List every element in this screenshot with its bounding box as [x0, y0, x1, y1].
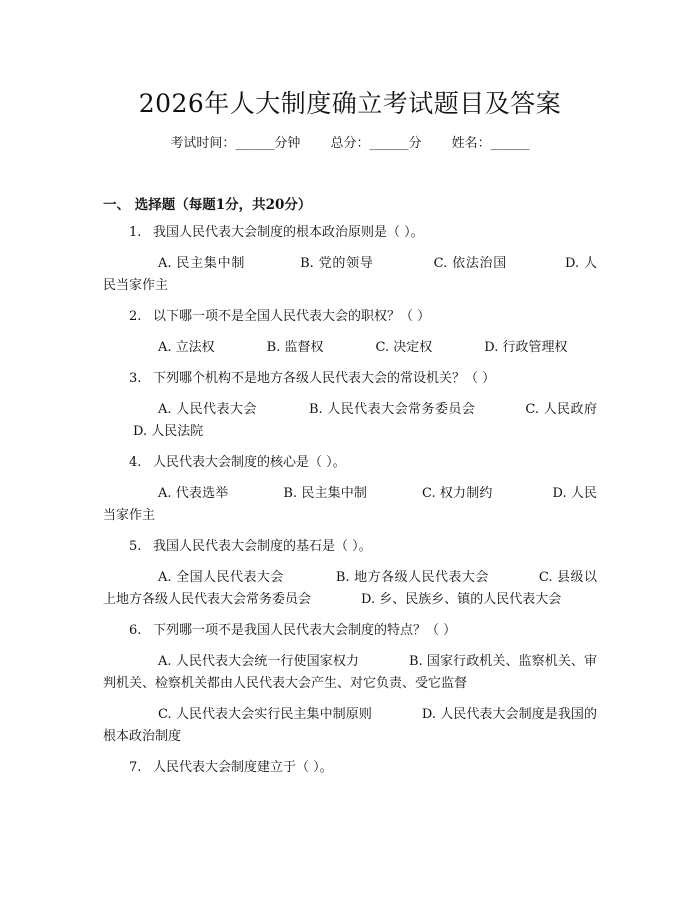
option-b: B. 监督权 [266, 340, 324, 355]
option-b: B. 国家行政机关、监察机关、审判机关、检察机关都由人民代表大会产生、对它负责、受它监督 [103, 654, 598, 691]
question-text: 下列哪个机构不是地方各级人民代表大会的常设机关？（ ） [153, 371, 496, 386]
question-number: 7. [129, 760, 142, 775]
question-stem [103, 620, 597, 642]
question-options [103, 483, 597, 527]
question-text: 我国人民代表大会制度的基石是（ ）。 [153, 539, 372, 554]
question-number: 5. [129, 539, 142, 554]
option-b: B. 党的领导 [300, 256, 374, 271]
option-d: D. 人民当家作主 [103, 256, 597, 293]
question-text: 以下哪一项不是全国人民代表大会的职权？（ ） [153, 309, 431, 324]
option-d: D. 人民当家作主 [103, 486, 597, 523]
question-stem [103, 368, 597, 390]
option-c: C. 人民代表大会实行民主集中制原则 [158, 707, 372, 722]
page-title: 2026年人大制度确立考试题目及答案 [138, 89, 562, 118]
question-number: 4. [129, 455, 142, 470]
option-c: C. 依法治国 [433, 256, 508, 271]
question-number: 3. [129, 371, 142, 386]
question-text: 我国人民代表大会制度的根本政治原则是（ ）。 [153, 225, 424, 240]
option-d: D. 人民法院 [133, 424, 204, 439]
option-a: A. 代表选举 [158, 486, 229, 501]
question-options [103, 651, 597, 695]
question-text: 人民代表大会制度建立于（ ）。 [153, 760, 333, 775]
option-c: C. 决定权 [375, 340, 433, 355]
option-a: A. 民主集中制 [158, 256, 246, 271]
question-options [103, 399, 597, 443]
question-stem [103, 757, 597, 779]
option-c: C. 人民政府 [525, 402, 597, 417]
question-stem [103, 536, 597, 558]
question-stem [103, 452, 597, 474]
exam-meta [0, 132, 700, 151]
question-number: 1. [129, 225, 142, 240]
option-d: D. 人民代表大会制度是我国的根本政治制度 [103, 707, 597, 744]
question-options [103, 253, 597, 297]
question-text: 人民代表大会制度的核心是（ ）。 [153, 455, 346, 470]
option-b: B. 地方各级人民代表大会 [335, 570, 489, 585]
question-number: 2. [129, 309, 142, 324]
question-options [103, 704, 597, 748]
question-number: 6. [129, 623, 142, 638]
section-heading: 一、 选择题（每题1分，共20分） [103, 197, 312, 213]
option-a: A. 人民代表大会统一行使国家权力 [158, 654, 360, 669]
option-c: C. 县级以上地方各级人民代表大会常务委员会 [103, 570, 597, 607]
question-stem [103, 306, 597, 328]
student-name-field: 姓名：______ [451, 136, 530, 151]
question-options [103, 567, 597, 611]
option-b: B. 人民代表大会常务委员会 [308, 402, 476, 417]
exam-time-field: 考试时间：______分钟 [170, 136, 301, 151]
total-score-field: 总分：______分 [330, 136, 422, 151]
option-d: D. 行政管理权 [484, 340, 568, 355]
option-b: B. 民主集中制 [283, 486, 368, 501]
option-d: D. 乡、民族乡、镇的人民代表大会 [361, 592, 562, 607]
option-a: A. 人民代表大会 [158, 402, 257, 417]
option-a: A. 立法权 [158, 340, 215, 355]
option-a: A. 全国人民代表大会 [158, 570, 284, 585]
question-stem [103, 222, 597, 244]
question-options [103, 337, 597, 359]
option-c: C. 权力制约 [422, 486, 493, 501]
question-text: 下列哪一项不是我国人民代表大会制度的特点？（ ） [153, 623, 457, 638]
question-list [103, 222, 597, 779]
